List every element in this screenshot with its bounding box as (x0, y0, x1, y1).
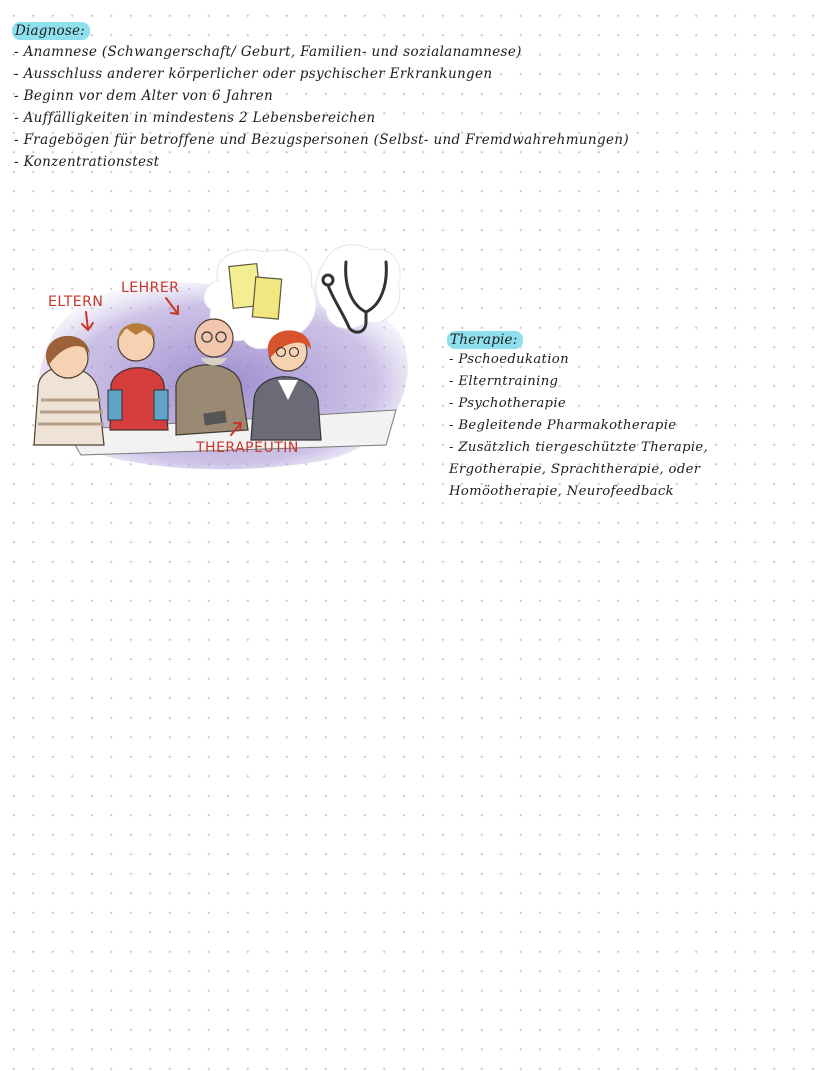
list-item-continuation: Homöotherapie, Neurofeedback (449, 484, 674, 499)
list-item: - Begleitende Pharmakotherapie (449, 415, 708, 437)
list-item: - Beginn vor dem Alter von 6 Jahren (14, 85, 629, 107)
list-item: - Anamnese (Schwangerschaft/ Geburt, Familien- und sozialanamnese) (14, 41, 629, 63)
list-item: - Ausschluss anderer körperlicher oder psychischer Erkrankungen (14, 63, 629, 85)
label-therapeutin: THERAPEUTIN (196, 440, 299, 456)
list-item-continuation: Ergotherapie, Sprachtherapie, oder (449, 462, 701, 477)
list-item: - Pschoedukation (449, 349, 708, 371)
list-item: - Zusätzlich tiergeschützte Therapie, (449, 437, 708, 459)
therapie-heading: Therapie: (447, 331, 523, 349)
therapy-session-illustration (26, 240, 416, 475)
diagnose-heading: Diagnose: (12, 22, 90, 40)
list-item: - Fragebögen für betroffene und Bezugspersonen (Selbst- und Fremdwahrehmungen) (14, 129, 629, 151)
label-lehrer: LEHRER (121, 280, 180, 296)
list-item: - Psychotherapie (449, 393, 708, 415)
therapie-list (449, 349, 708, 503)
list-item: - Auffälligkeiten in mindestens 2 Lebensbereichen (14, 107, 629, 129)
diagnose-list (14, 41, 629, 173)
label-eltern: ELTERN (48, 294, 104, 310)
list-item: - Elterntraining (449, 371, 708, 393)
list-item: - Konzentrationstest (14, 151, 629, 173)
